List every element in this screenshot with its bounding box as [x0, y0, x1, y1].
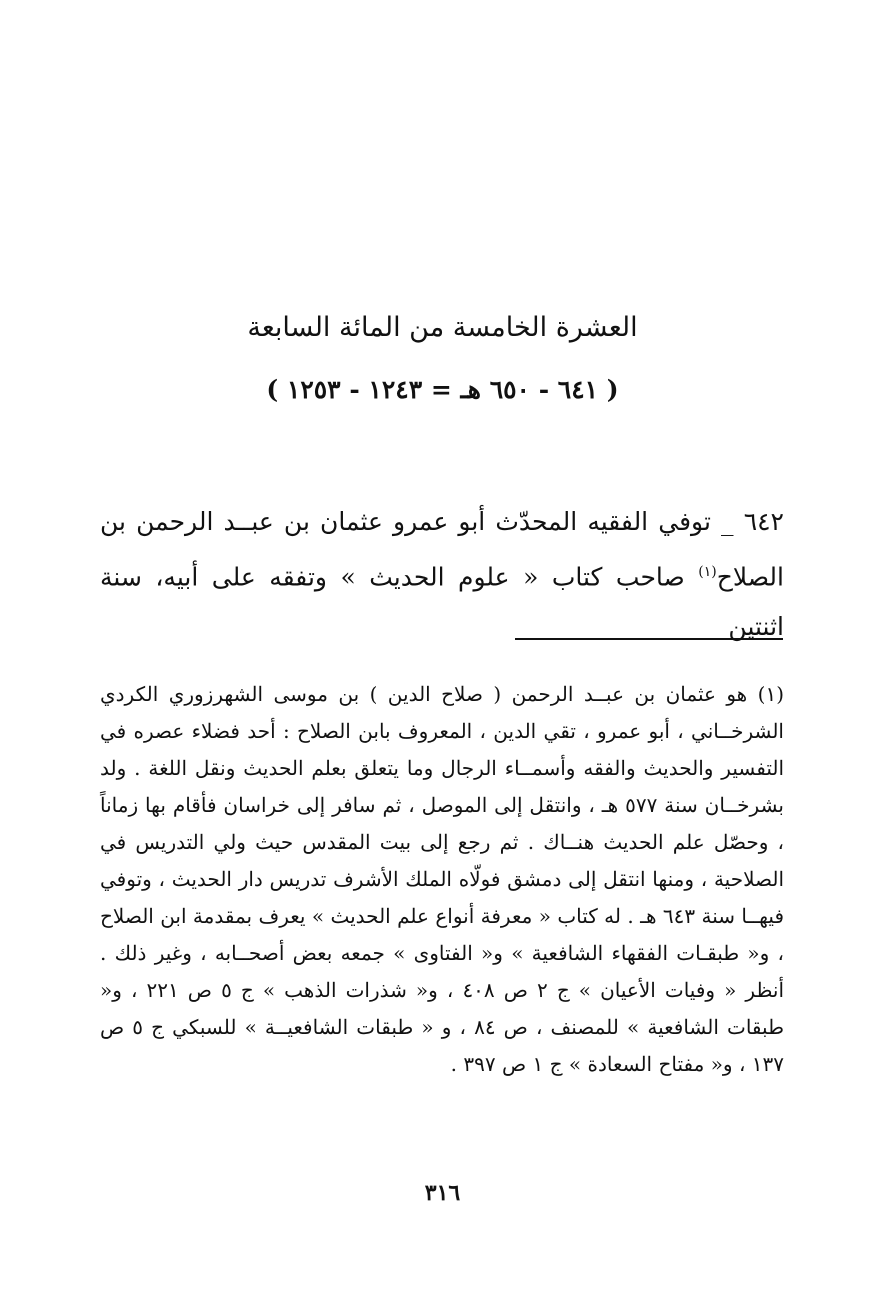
section-dates: ( ٦٤١ - ٦٥٠ هـ = ١٢٤٣ - ١٢٥٣ ) — [266, 375, 619, 404]
entry-text-continued: صاحب كتاب « علوم الحديث » وتفقه على أبيه، سنة اثنتين — [100, 562, 784, 642]
entry-text: ٦٤٢ _ توفي الفقيه المحدّث أبو عمرو عثمان بن عبــد الرحمن بن الصلاح — [100, 507, 784, 592]
footnote-divider — [515, 638, 783, 640]
footnote-reference: (١) — [698, 564, 717, 580]
footnote: (١) هو عثمان بن عبــد الرحمن ( صلاح الدين ) بن موسى الشهرزوري الكردي الشرخــاني ، أبو عمرو ، تقي الدين ، المعروف بابن الصلاح : أحد فضلاء عصره في التفسير والحديث والفقه وأسمــاء الرجال وما يتعلق بعلم الحديث ونقل اللغة . ولد بشرخــان سنة ٥٧٧ هـ ، وانتقل إلى الموصل ، ثم سافر إلى خراسان فأقام بها زماناً ، وحصّل علم الحديث هنــاك . ثم رجع إلى بيت المقدس حيث ولي التدريس في الصلاحية ، ومنها انتقل إلى دمشق فولّاه الملك الأشرف تدريس دار الحديث ، وتوفي فيهــا سنة ٦٤٣ هـ . له كتاب « معرفة أنواع علم الحديث » يعرف بمقدمة ابن الصلاح ، و« طبقـات الفقهاء الشافعية » و« الفتاوى » جمعه بعض أصحــابه ، وغير ذلك . أنظر « وفيات الأعيان » ج ٢ ص ٤٠٨ ، و« شذرات الذهب » ج ٥ ص ٢٢١ ، و« طبقات الشافعية » للمصنف ، ص ٨٤ ، و « طبقات الشافعيــة » للسبكي ج ٥ ص ١٣٧ ، و« مفتاح السعادة » ج ١ ص ٣٩٧ . — [100, 682, 784, 1076]
entry-paragraph — [100, 497, 784, 652]
page-number: ٣١٦ — [424, 1180, 461, 1206]
section-title: العشرة الخامسة من المائة السابعة — [247, 312, 638, 343]
